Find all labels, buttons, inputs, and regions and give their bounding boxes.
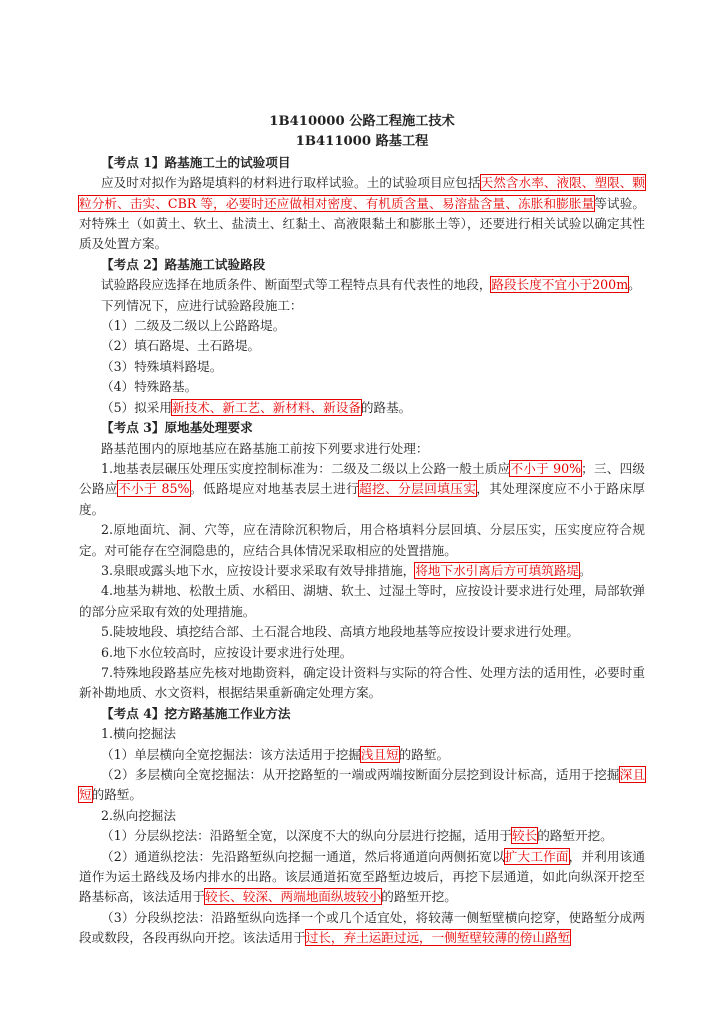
section-1-paragraph: 应及时对拟作为路堤填料的材料进行取样试验。土的试验项目应包括天然含水率、液限、塑限、颗粒分析、击实、CBR 等，必要时还应做相对密度、有机质含量、易溶盐含量、冻胀和膨胀量等试验。对特殊土（如黄土、软土、盐渍土、红黏土、高液限黏土和膨胀土等），还要进行相关试验以确定其性质及处置方案。 (79, 175, 646, 252)
doc-subtitle: 1B411000 路基工程 (295, 134, 429, 150)
highlight: 较长 (512, 828, 538, 844)
highlight: 过长，弃土运距过远，一侧堑壁较薄的傍山路堑 (305, 930, 571, 946)
highlight: 扩大工作面 (504, 848, 569, 864)
section-2-heading: 【考点 2】路基施工试验路段 (101, 256, 266, 272)
section-3-item-3: 3.泉眼或露头地下水，应按设计要求采取有效导排措施，将地下水引离后方可填筑路堤。 (101, 562, 592, 578)
section-3-heading: 【考点 3】原地基处理要求 (101, 420, 253, 436)
document-page (79, 112, 645, 949)
section-4-item-b1: （1）分层纵挖法：沿路堑全宽，以深度不大的纵向分层进行挖掘，适用于较长的路堑开挖。 (101, 828, 613, 844)
section-3-item-2: 2.原地面坑、洞、穴等，应在清除沉积物后，用合格填料分层回填、分层压实，压实度应符合规定。对可能存在空洞隐患的，应结合具体情况采取相应的处置措施。 (79, 522, 645, 558)
highlight: 路段长度不宜小于200m (491, 277, 629, 293)
list-item: （1）二级及二级以上公路路堤。 (101, 318, 286, 334)
highlight: 较长、较深、两端地面纵坡较小 (204, 889, 382, 905)
section-2-paragraph: 试验路段应选择在地质条件、断面型式等工程特点具有代表性的地段，路段长度不宜小于200m。 (101, 277, 641, 293)
list-item: （4）特殊路基。 (101, 379, 198, 395)
section-4-item-a1: （1）单层横向全宽挖掘法：该方法适用于挖掘浅且短的路堑。 (101, 746, 450, 762)
section-3-intro: 路基范围内的原地基应在路基施工前按下列要求进行处理： (101, 440, 429, 456)
list-item: （2）填石路堤、土石路堤。 (101, 338, 261, 354)
highlight: 新技术、新工艺、新材料、新设备 (171, 399, 361, 415)
list-item: （5）拟采用新技术、新工艺、新材料、新设备的路基。 (101, 399, 412, 415)
section-4-item-b3: （3）分段纵挖法：沿路堑纵向选择一个或几个适宜处，将较薄一侧堑壁横向挖穿，使路堑分成两段或数段，各段再纵向开挖。该法适用于过长，弃土运距过远，一侧堑壁较薄的傍山路堑 (79, 909, 645, 946)
highlight: 将地下水引离后方可填筑路堤 (415, 562, 579, 578)
section-4-sub-1: 1.横向挖掘法 (101, 726, 176, 742)
section-3-item-6: 6.地下水位较高时，应按设计要求进行处理。 (101, 644, 353, 660)
highlight: 浅且短 (360, 746, 399, 762)
section-4-sub-2: 2.纵向挖掘法 (101, 807, 176, 823)
section-3-item-4: 4.地基为耕地、松散土质、水稻田、湖塘、软土、过湿土等时，应按设计要求进行处理，局部软弹的部分应采取有效的处理措施。 (79, 583, 645, 619)
doc-title: 1B410000 公路工程施工技术 (269, 114, 455, 129)
highlight: 不小于 90% (510, 460, 582, 476)
list-item: （3）特殊填料路堤。 (101, 358, 223, 374)
highlight: 超挖、分层回填压实 (359, 481, 477, 497)
highlight: 天然含水率、液限、塑限、颗粒分析、击实、CBR 等，必要时还应做相对密度、有机质含量、易溶盐含量、冻胀和膨胀量 (79, 175, 646, 211)
section-3-item-1: 1.地基表层碾压处理压实度控制标准为：二级及二级以上公路一般土质应不小于 90%；三、四级公路应不小于 85%。低路堤应对地基表层土进行超挖、分层回填压实，其处理深度应不小于路床厚度。 (79, 460, 646, 517)
section-4-item-b2: （2）通道纵挖法：先沿路堑纵向挖掘一通道，然后将通道向两侧拓宽以扩大工作面，并利用该通道作为运土路线及场内排水的出路。该层通道拓宽至路堑边坡后，再挖下层通道，如此向纵深开挖至路基标高，该法适用于较长、较深、两端地面纵坡较小的路堑开挖。 (79, 848, 646, 905)
section-3-item-5: 5.陡坡地段、填挖结合部、土石混合地段、高填方地段地基等应按设计要求进行处理。 (101, 624, 579, 640)
section-1-heading: 【考点 1】路基施工土的试验项目 (101, 154, 291, 170)
highlight: 深且短 (79, 767, 646, 803)
section-4-heading: 【考点 4】挖方路基施工作业方法 (101, 705, 291, 721)
section-3-item-7: 7.特殊地段路基应先核对地勘资料，确定设计资料与实际的符合性、处理方法的适用性，必要时重新补勘地质、水文资料，根据结果重新确定处理方案。 (79, 664, 645, 701)
highlight: 不小于 85% (118, 481, 190, 497)
section-2-intro: 下列情况下，应进行试验路段施工： (101, 297, 303, 313)
section-4-item-a2: （2）多层横向全宽挖掘法：从开挖路堑的一端或两端按断面分层挖到设计标高，适用于挖掘深且短的路堑。 (79, 767, 646, 803)
